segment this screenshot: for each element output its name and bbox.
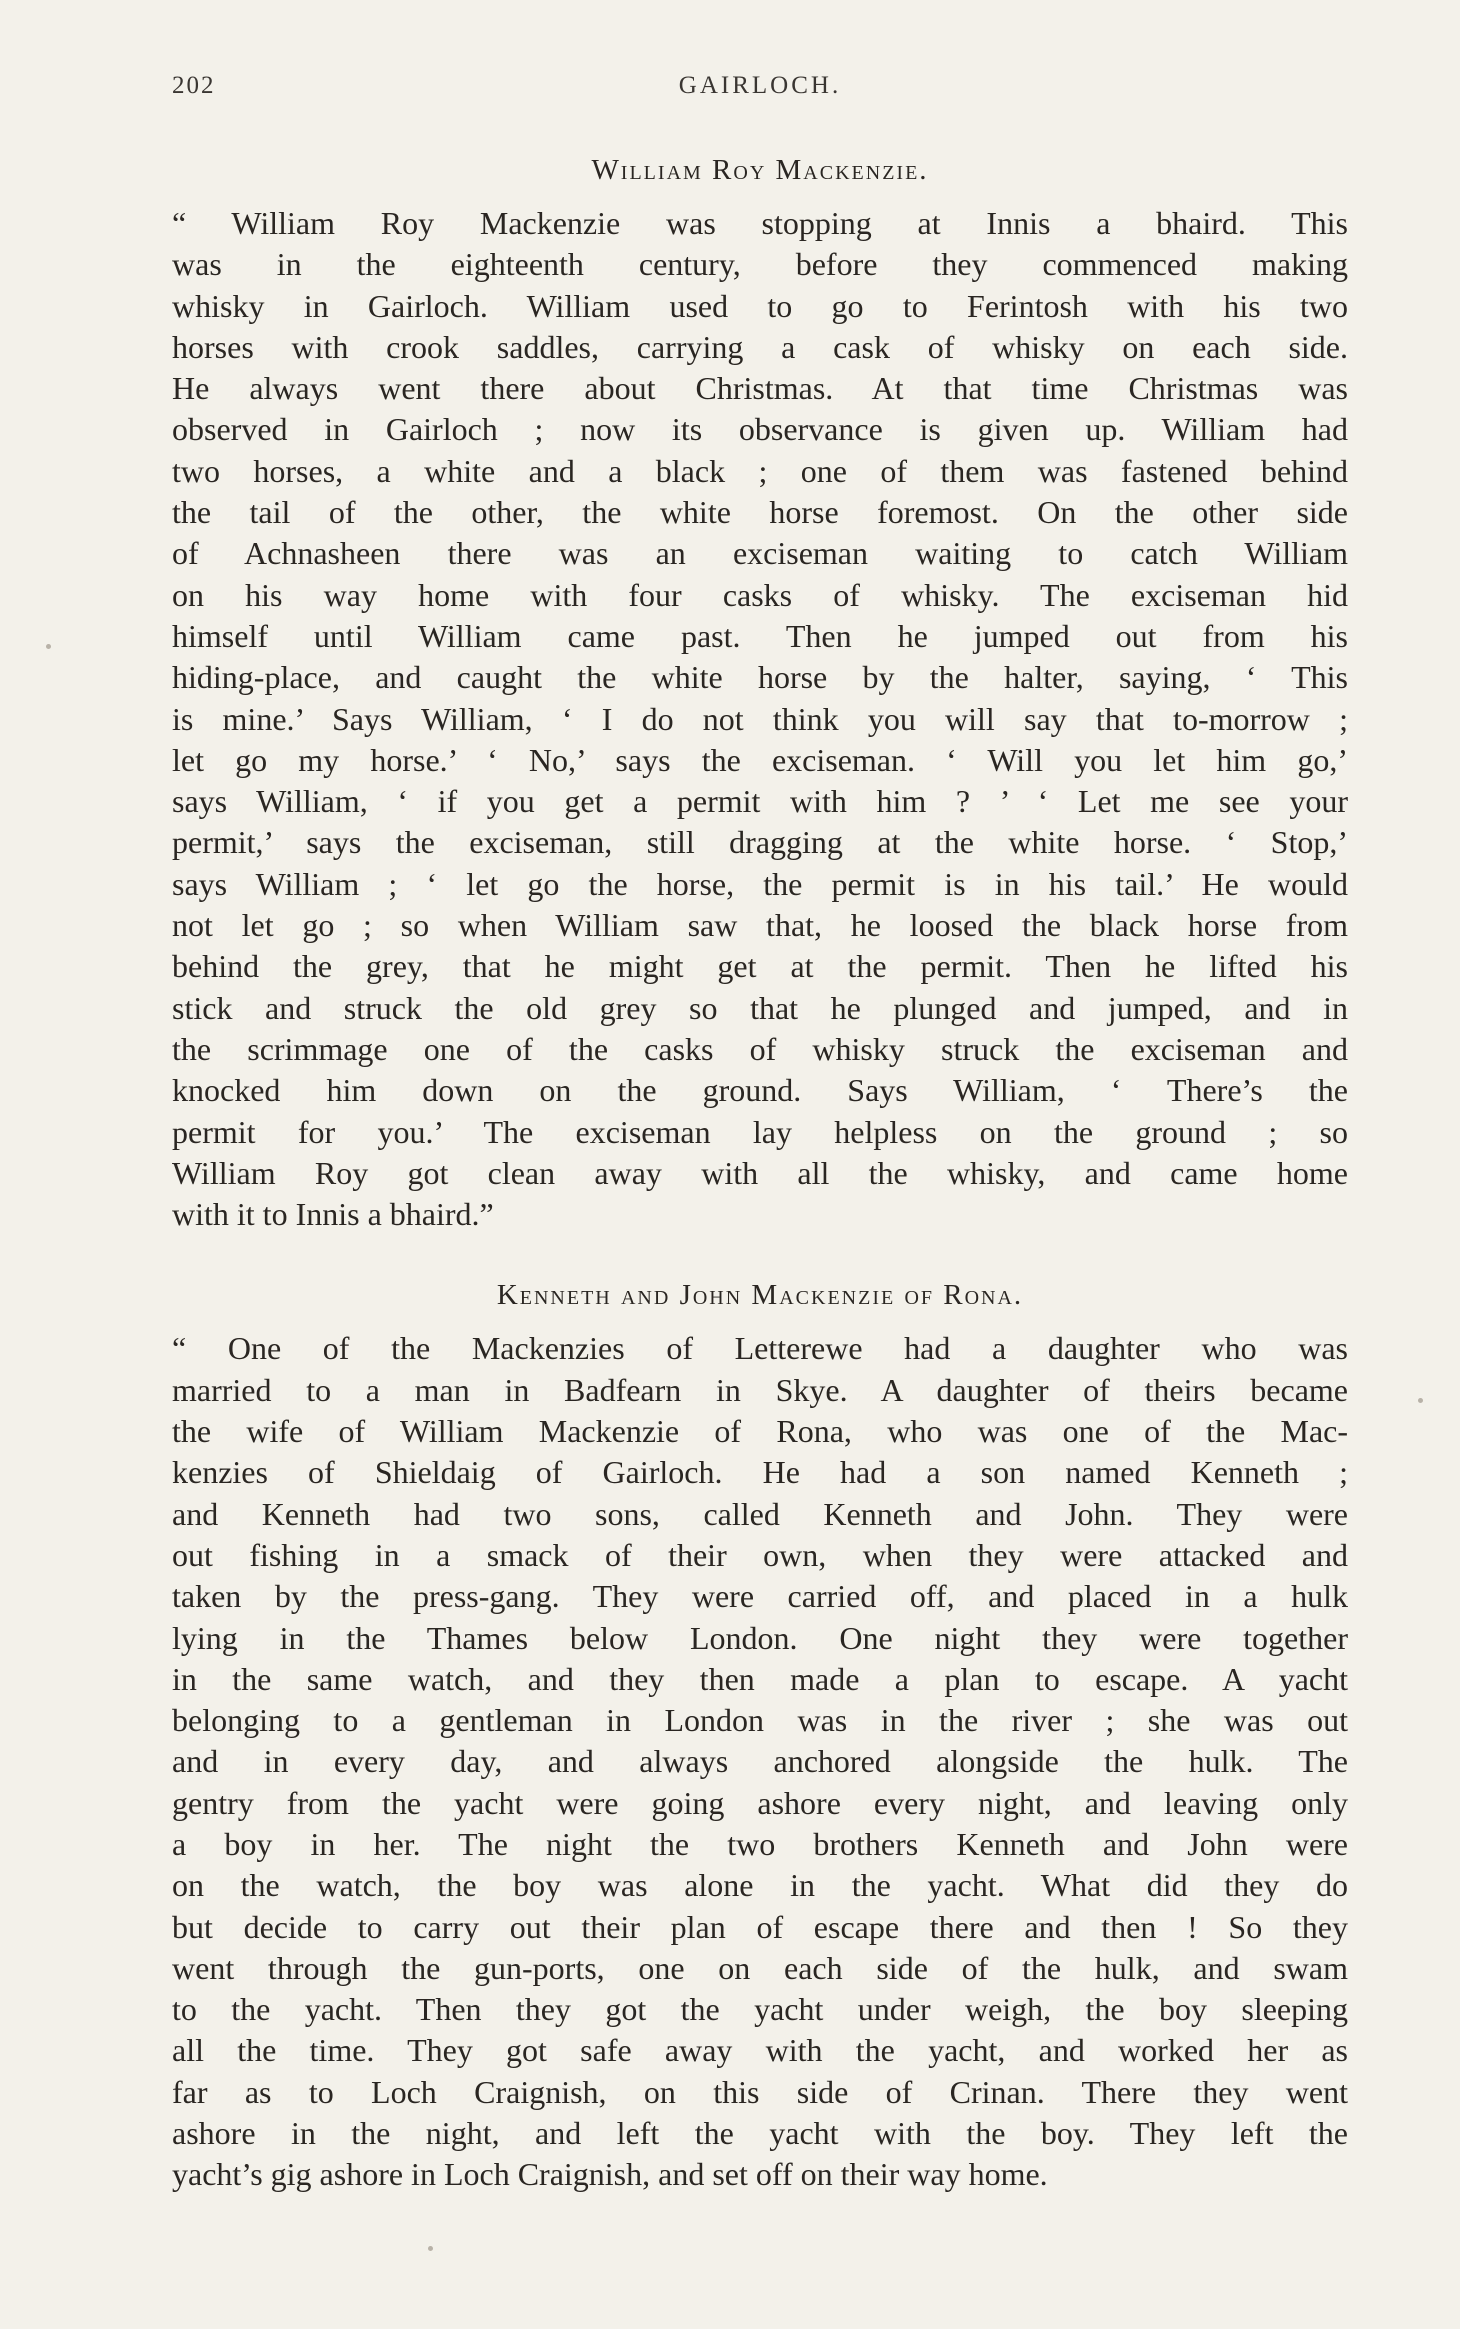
text-line: with it to Innis a bhaird.” [172, 1196, 494, 1233]
paragraph-william-roy [172, 203, 1348, 1235]
text-line: gentry from the yacht were going ashore every night, and leaving only [172, 1784, 1348, 1821]
text-line: behind the grey, that he might get at the permit. Then he lifted his [172, 948, 1348, 985]
text-line: kenzies of Shieldaig of Gairloch. He had a son named Kenneth ; [172, 1454, 1348, 1491]
text-line: far as to Loch Craignish, on this side of Crinan. There they went [172, 2073, 1348, 2110]
text-line: yacht’s gig ashore in Loch Craignish, and set off on their way home. [172, 2156, 1048, 2193]
text-line: was in the eighteenth century, before they commenced making [172, 246, 1348, 283]
text-line: permit for you.’ The exciseman lay helpless on the ground ; so [172, 1113, 1348, 1150]
text-line: says William ; ‘ let go the horse, the permit is in his tail.’ He would [172, 865, 1348, 902]
text-line: He always went there about Christmas. At that time Christmas was [172, 370, 1348, 407]
section-heading-kenneth-and-john: Kenneth and John Mackenzie of Rona. [496, 1279, 1024, 1312]
text-line: whisky in Gairloch. William used to go to Ferintosh with his two [172, 287, 1348, 324]
text-line: observed in Gairloch ; now its observance is given up. William had [172, 411, 1348, 448]
text-line: of Achnasheen there was an exciseman waiting to catch William [172, 535, 1348, 572]
paper-speck [428, 2246, 433, 2251]
running-head [172, 62, 1348, 102]
text-line: himself until William came past. Then he jumped out from his [172, 617, 1348, 654]
text-line: the wife of William Mackenzie of Rona, who was one of the Mac- [172, 1413, 1348, 1450]
text-line: knocked him down on the ground. Says William, ‘ There’s the [172, 1072, 1348, 1109]
text-line: went through the gun-ports, one on each side of the hulk, and swam [172, 1949, 1348, 1986]
text-line: is mine.’ Says William, ‘ I do not think you will say that to-morrow ; [172, 700, 1348, 737]
text-line: on the watch, the boy was alone in the yacht. What did they do [172, 1867, 1348, 1904]
text-line: the scrimmage one of the casks of whisky struck the exciseman and [172, 1030, 1348, 1067]
text-line: the tail of the other, the white horse foremost. On the other side [172, 494, 1348, 531]
section-heading-william-roy: William Roy Mackenzie. [591, 154, 929, 186]
text-line: ashore in the night, and left the yacht with the boy. They left the [172, 2115, 1348, 2152]
text-line: on his way home with four casks of whisky. The exciseman hid [172, 576, 1348, 613]
text-line: permit,’ says the exciseman, still dragging at the white horse. ‘ Stop,’ [172, 824, 1348, 861]
text-line: but decide to carry out their plan of escape there and then ! So they [172, 1908, 1348, 1945]
text-line: two horses, a white and a black ; one of them was fastened behind [172, 452, 1348, 489]
paragraph-kenneth-and-john [172, 1328, 1348, 2195]
book-page [172, 62, 1348, 2196]
text-line: married to a man in Badfearn in Skye. A daughter of theirs became [172, 1371, 1348, 1408]
text-line: let go my horse.’ ‘ No,’ says the exciseman. ‘ Will you let him go,’ [172, 741, 1348, 778]
text-line: “ One of the Mackenzies of Letterewe had a daughter who was [172, 1330, 1348, 1367]
text-line: and Kenneth had two sons, called Kenneth and John. They were [172, 1495, 1348, 1532]
paper-speck [1418, 1398, 1423, 1403]
text-line: says William, ‘ if you get a permit with him ? ’ ‘ Let me see your [172, 783, 1348, 820]
text-line: all the time. They got safe away with the yacht, and worked her as [172, 2032, 1348, 2069]
text-line: a boy in her. The night the two brothers Kenneth and John were [172, 1825, 1348, 1862]
text-line: not let go ; so when William saw that, he loosed the black horse from [172, 907, 1348, 944]
paper-speck [46, 644, 51, 649]
text-line: in the same watch, and they then made a plan to escape. A yacht [172, 1660, 1348, 1697]
text-line: William Roy got clean away with all the whisky, and came home [172, 1154, 1348, 1191]
text-line: out fishing in a smack of their own, when they were attacked and [172, 1536, 1348, 1573]
text-line: hiding-place, and caught the white horse by the halter, saying, ‘ This [172, 659, 1348, 696]
text-line: “ William Roy Mackenzie was stopping at Innis a bhaird. This [172, 205, 1348, 241]
text-line: taken by the press-gang. They were carried off, and placed in a hulk [172, 1578, 1348, 1615]
text-line: stick and struck the old grey so that he plunged and jumped, and in [172, 989, 1348, 1026]
text-line: horses with crook saddles, carrying a cask of whisky on each side. [172, 328, 1348, 365]
text-line: belonging to a gentleman in London was in the river ; she was out [172, 1702, 1348, 1739]
text-line: and in every day, and always anchored alongside the hulk. The [172, 1743, 1348, 1780]
page-number: 202 [172, 72, 216, 99]
text-line: to the yacht. Then they got the yacht under weigh, the boy sleeping [172, 1991, 1348, 2028]
text-line: lying in the Thames below London. One night they were together [172, 1619, 1348, 1656]
running-title: GAIRLOCH. [678, 72, 842, 99]
